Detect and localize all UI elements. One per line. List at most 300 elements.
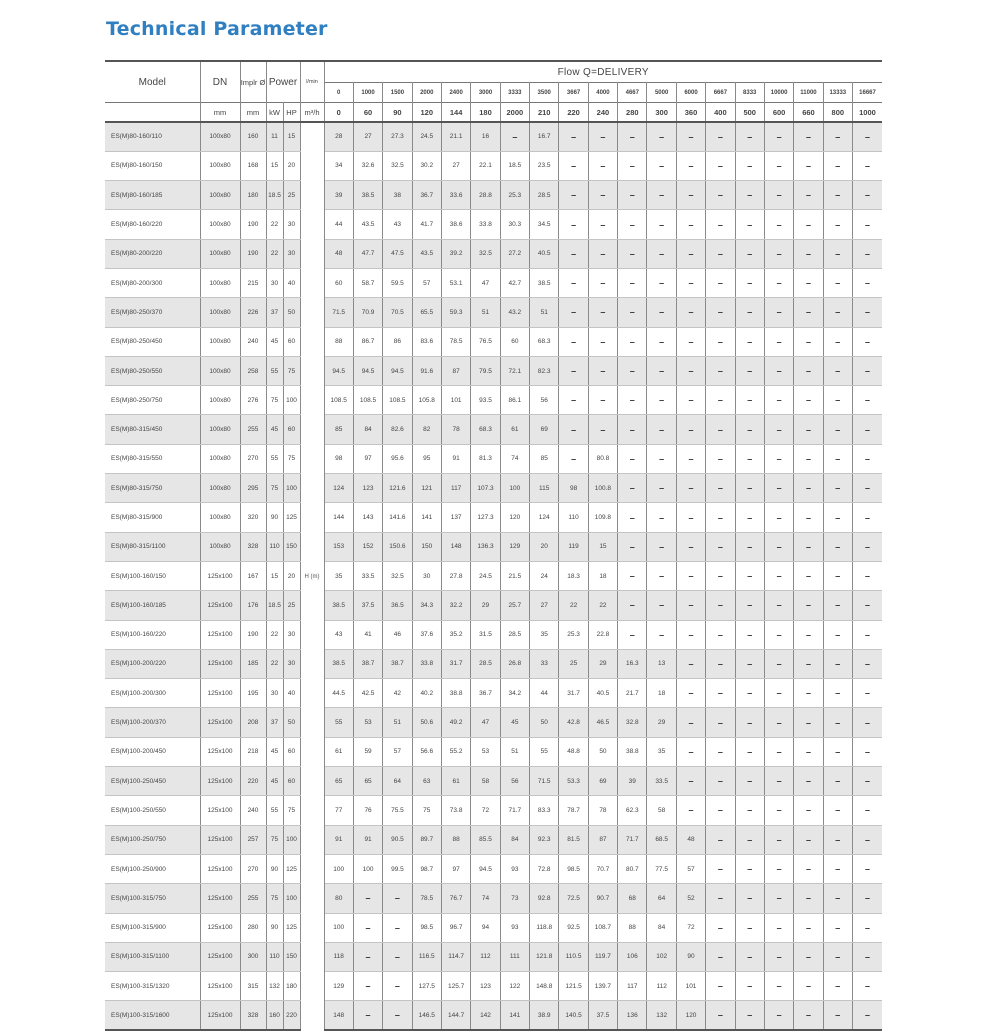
cell-head-value: 117: [618, 972, 647, 1001]
cell-head-value: –: [618, 561, 647, 590]
cell-head-value: 47.5: [383, 239, 412, 268]
cell-impeller: 315: [240, 972, 266, 1001]
cell-head-value: 100: [353, 854, 382, 883]
cell-head-value: 57: [676, 854, 705, 883]
header-flow-m3h: 120: [412, 103, 441, 123]
cell-head-value: –: [706, 796, 735, 825]
cell-head-value: –: [764, 181, 793, 210]
cell-head-value: –: [383, 972, 412, 1001]
cell-head-value: 16.3: [618, 649, 647, 678]
cell-head-value: –: [647, 444, 676, 473]
cell-head-value: 59: [353, 737, 382, 766]
cell-head-value: –: [794, 181, 823, 210]
cell-head-value: –: [706, 649, 735, 678]
cell-head-value: 45: [500, 708, 529, 737]
cell-head-value: 86.7: [353, 327, 382, 356]
cell-head-value: 140.5: [559, 1001, 588, 1030]
cell-impeller: 218: [240, 737, 266, 766]
cell-kw: 90: [266, 854, 283, 883]
cell-head-value: –: [823, 942, 852, 971]
header-flow-m3h: 240: [588, 103, 617, 123]
cell-head-value: 94.5: [324, 356, 353, 385]
cell-head-value: 111: [500, 942, 529, 971]
cell-head-value: –: [794, 825, 823, 854]
header-flow-m3h: 400: [706, 103, 735, 123]
cell-model: ES(M)80-160/220: [105, 210, 200, 239]
cell-head-value: 123: [353, 474, 382, 503]
cell-head-value: 75: [412, 796, 441, 825]
cell-head-value: 117: [441, 474, 470, 503]
cell-hp: 30: [283, 620, 300, 649]
cell-head-value: –: [647, 327, 676, 356]
cell-head-value: 61: [441, 767, 470, 796]
cell-head-value: 98.5: [559, 854, 588, 883]
cell-head-value: 58.7: [353, 268, 382, 297]
cell-head-value: 43: [383, 210, 412, 239]
cell-head-value: 42.7: [500, 268, 529, 297]
cell-head-value: –: [676, 767, 705, 796]
header-impeller-unit: mm: [240, 103, 266, 123]
cell-dn: 100x80: [200, 181, 240, 210]
cell-head-value: 77.5: [647, 854, 676, 883]
cell-head-value: –: [852, 356, 882, 385]
cell-head-value: 30: [412, 561, 441, 590]
table-row: [105, 239, 882, 268]
cell-head-value: 51: [500, 737, 529, 766]
cell-hp: 20: [283, 561, 300, 590]
cell-head-value: –: [852, 503, 882, 532]
cell-head-value: 119.7: [588, 942, 617, 971]
cell-model: ES(M)80-250/550: [105, 356, 200, 385]
cell-dn: 100x80: [200, 356, 240, 385]
cell-head-value: –: [559, 386, 588, 415]
cell-head-value: –: [706, 884, 735, 913]
cell-head-value: 76: [353, 796, 382, 825]
cell-hp: 125: [283, 854, 300, 883]
cell-head-value: 47: [471, 268, 500, 297]
cell-head-value: –: [764, 884, 793, 913]
cell-head-value: 48: [324, 239, 353, 268]
cell-head-value: –: [706, 767, 735, 796]
cell-dn: 100x80: [200, 239, 240, 268]
cell-head-value: 100: [324, 854, 353, 883]
cell-head-value: 44.5: [324, 679, 353, 708]
cell-head-value: –: [706, 737, 735, 766]
cell-head-value: –: [735, 649, 764, 678]
cell-head-value: –: [735, 884, 764, 913]
cell-head-value: 86: [383, 327, 412, 356]
cell-head-value: 47.7: [353, 239, 382, 268]
cell-hp: 20: [283, 151, 300, 180]
header-flow-lmin: 11000: [794, 83, 823, 103]
cell-kw: 22: [266, 620, 283, 649]
cell-head-value: 85: [324, 415, 353, 444]
cell-head-value: 82.6: [383, 415, 412, 444]
cell-head-value: –: [764, 444, 793, 473]
cell-head-value: –: [764, 649, 793, 678]
cell-head-value: 35: [530, 620, 559, 649]
cell-head-value: 88: [324, 327, 353, 356]
cell-head-value: 33: [530, 649, 559, 678]
cell-head-value: 37.5: [588, 1001, 617, 1030]
cell-head-value: –: [706, 854, 735, 883]
cell-head-value: 55.2: [441, 737, 470, 766]
cell-head-value: –: [764, 151, 793, 180]
cell-head-value: 51: [530, 298, 559, 327]
cell-head-value: 98.7: [412, 854, 441, 883]
cell-model: ES(M)100-250/450: [105, 767, 200, 796]
header-flow-lmin: 4000: [588, 83, 617, 103]
cell-head-value: 141.6: [383, 503, 412, 532]
cell-head-value: 71.7: [618, 825, 647, 854]
cell-head-value: 91: [324, 825, 353, 854]
cell-kw: 55: [266, 444, 283, 473]
cell-head-value: 31.7: [441, 649, 470, 678]
cell-head-value: 43: [324, 620, 353, 649]
cell-head-value: –: [852, 913, 882, 942]
cell-head-value: –: [618, 591, 647, 620]
cell-head-value: –: [852, 825, 882, 854]
cell-head-value: –: [764, 737, 793, 766]
cell-head-value: –: [823, 503, 852, 532]
cell-head-value: 32.5: [383, 561, 412, 590]
cell-head-value: 34.3: [412, 591, 441, 620]
table-row: [105, 210, 882, 239]
cell-head-value: –: [559, 181, 588, 210]
table-body: [105, 122, 882, 1030]
cell-dn: 100x80: [200, 268, 240, 297]
cell-dn: 100x80: [200, 386, 240, 415]
cell-head-value: 72.8: [530, 854, 559, 883]
cell-head-value: 78.5: [441, 327, 470, 356]
cell-head-value: 30.2: [412, 151, 441, 180]
cell-head-value: –: [823, 620, 852, 649]
cell-head-value: 56: [500, 767, 529, 796]
cell-head-value: –: [706, 532, 735, 561]
cell-model: ES(M)80-250/450: [105, 327, 200, 356]
cell-head-value: –: [676, 210, 705, 239]
cell-head-value: 109.8: [588, 503, 617, 532]
cell-head-value: –: [559, 415, 588, 444]
cell-head-value: 70.7: [588, 854, 617, 883]
cell-head-value: –: [618, 122, 647, 151]
cell-kw: 90: [266, 503, 283, 532]
cell-head-value: –: [852, 884, 882, 913]
cell-head-value: –: [559, 327, 588, 356]
cell-head-value: 52: [676, 884, 705, 913]
cell-head-value: 71.5: [530, 767, 559, 796]
cell-kw: 45: [266, 327, 283, 356]
cell-head-value: 51: [471, 298, 500, 327]
cell-head-value: –: [823, 649, 852, 678]
cell-head-value: –: [764, 327, 793, 356]
cell-impeller: 208: [240, 708, 266, 737]
cell-head-value: 48.8: [559, 737, 588, 766]
cell-head-value: –: [353, 884, 382, 913]
cell-head-value: 99.5: [383, 854, 412, 883]
cell-hp: 40: [283, 268, 300, 297]
cell-head-value: –: [383, 884, 412, 913]
cell-head-value: 28: [324, 122, 353, 151]
cell-head-value: –: [676, 561, 705, 590]
cell-head-value: –: [706, 972, 735, 1001]
cell-kw: 75: [266, 825, 283, 854]
cell-head-value: –: [852, 151, 882, 180]
cell-impeller: 180: [240, 181, 266, 210]
cell-head-value: 22.8: [588, 620, 617, 649]
cell-dn: 125x100: [200, 679, 240, 708]
cell-impeller: 190: [240, 620, 266, 649]
cell-dn: 125x100: [200, 620, 240, 649]
cell-head-value: –: [794, 737, 823, 766]
cell-model: ES(M)100-200/300: [105, 679, 200, 708]
cell-model: ES(M)100-315/900: [105, 913, 200, 942]
cell-head-value: –: [794, 884, 823, 913]
cell-head-value: –: [735, 415, 764, 444]
cell-head-value: 115: [530, 474, 559, 503]
cell-head-value: 72.1: [500, 356, 529, 385]
cell-head-value: –: [823, 532, 852, 561]
cell-head-value: 37.5: [353, 591, 382, 620]
cell-head-value: 72.5: [559, 884, 588, 913]
cell-head-value: –: [764, 474, 793, 503]
cell-head-value: –: [676, 298, 705, 327]
cell-head-value: 144: [324, 503, 353, 532]
cell-hp: 180: [283, 972, 300, 1001]
cell-dn: 125x100: [200, 1001, 240, 1030]
cell-head-value: 74: [471, 884, 500, 913]
cell-head-value: –: [852, 1001, 882, 1030]
table-row: [105, 503, 882, 532]
cell-head-value: –: [735, 474, 764, 503]
cell-hp: 40: [283, 679, 300, 708]
cell-head-value: –: [706, 151, 735, 180]
cell-head-value: 129: [500, 532, 529, 561]
cell-head-value: 123: [471, 972, 500, 1001]
cell-head-value: 25.3: [500, 181, 529, 210]
cell-head-value: 100: [324, 913, 353, 942]
cell-head-value: –: [618, 268, 647, 297]
cell-head-value: –: [764, 854, 793, 883]
cell-head-value: –: [823, 767, 852, 796]
cell-head-value: –: [676, 737, 705, 766]
cell-head-value: –: [764, 268, 793, 297]
cell-head-value: 55: [324, 708, 353, 737]
cell-hp: 220: [283, 1001, 300, 1030]
cell-head-value: 29: [647, 708, 676, 737]
cell-model: ES(M)100-200/220: [105, 649, 200, 678]
cell-head-value: 94.5: [383, 356, 412, 385]
cell-impeller: 167: [240, 561, 266, 590]
cell-head-value: –: [676, 122, 705, 151]
cell-kw: 22: [266, 239, 283, 268]
cell-head-value: –: [764, 825, 793, 854]
cell-head-value: 105.8: [412, 386, 441, 415]
cell-head-value: 15: [588, 532, 617, 561]
cell-head-value: 121.8: [530, 942, 559, 971]
cell-head-value: –: [764, 239, 793, 268]
cell-impeller: 270: [240, 854, 266, 883]
cell-head-value: –: [706, 181, 735, 210]
cell-head-value: 95.6: [383, 444, 412, 473]
header-kw: kW: [266, 103, 283, 123]
cell-head-value: –: [794, 210, 823, 239]
cell-kw: 45: [266, 737, 283, 766]
cell-head-value: 27.2: [500, 239, 529, 268]
cell-head-value: –: [823, 386, 852, 415]
cell-head-value: –: [764, 591, 793, 620]
cell-hp: 100: [283, 386, 300, 415]
cell-head-value: –: [706, 913, 735, 942]
cell-head-value: –: [735, 503, 764, 532]
header-flow-lmin: 6000: [676, 83, 705, 103]
cell-head-value: –: [794, 151, 823, 180]
cell-head-value: –: [735, 151, 764, 180]
cell-head-value: –: [852, 532, 882, 561]
cell-head-value: –: [618, 239, 647, 268]
table-row: [105, 386, 882, 415]
cell-head-value: 29: [588, 649, 617, 678]
cell-head-value: –: [618, 503, 647, 532]
cell-head-value: 76.5: [471, 327, 500, 356]
cell-head-value: 127.5: [412, 972, 441, 1001]
cell-head-value: –: [764, 532, 793, 561]
cell-head-value: –: [823, 561, 852, 590]
cell-head-value: –: [852, 591, 882, 620]
cell-kw: 90: [266, 913, 283, 942]
cell-head-value: 78: [588, 796, 617, 825]
cell-impeller: 328: [240, 532, 266, 561]
cell-head-value: 56: [530, 386, 559, 415]
cell-dn: 100x80: [200, 474, 240, 503]
cell-head-value: 40.2: [412, 679, 441, 708]
cell-kw: 37: [266, 708, 283, 737]
cell-impeller: 270: [240, 444, 266, 473]
cell-head-value: –: [559, 210, 588, 239]
cell-head-value: –: [706, 327, 735, 356]
cell-head-value: –: [852, 181, 882, 210]
cell-head-value: –: [647, 561, 676, 590]
table-row: [105, 268, 882, 297]
header-flow-lmin: 13333: [823, 83, 852, 103]
cell-kw: 30: [266, 268, 283, 297]
cell-head-value: –: [852, 386, 882, 415]
cell-impeller: 226: [240, 298, 266, 327]
cell-head-value: 148: [324, 1001, 353, 1030]
cell-head-value: 35: [647, 737, 676, 766]
cell-head-value: 98.5: [412, 913, 441, 942]
cell-head-value: –: [706, 591, 735, 620]
cell-head-value: –: [735, 913, 764, 942]
cell-head-value: –: [676, 503, 705, 532]
cell-head-value: 78.7: [559, 796, 588, 825]
cell-head-value: 47: [471, 708, 500, 737]
cell-impeller: 160: [240, 122, 266, 151]
cell-head-value: –: [706, 825, 735, 854]
cell-kw: 18.5: [266, 591, 283, 620]
cell-head-value: 44: [324, 210, 353, 239]
cell-head-value: 91: [441, 444, 470, 473]
cell-head-value: 38.5: [324, 591, 353, 620]
cell-head-value: 22: [559, 591, 588, 620]
cell-head-value: 74: [500, 444, 529, 473]
cell-head-value: 71.7: [500, 796, 529, 825]
cell-head-value: 26.8: [500, 649, 529, 678]
header-flow-m3h: 600: [764, 103, 793, 123]
cell-head-value: 43.5: [353, 210, 382, 239]
cell-head-value: –: [735, 356, 764, 385]
header-m3h-unit: m³/h: [300, 103, 324, 123]
cell-head-value: 38: [383, 181, 412, 210]
cell-head-value: 87: [588, 825, 617, 854]
cell-impeller: 185: [240, 649, 266, 678]
cell-impeller: 328: [240, 1001, 266, 1030]
cell-head-value: 39: [618, 767, 647, 796]
cell-head-value: 25.3: [559, 620, 588, 649]
cell-head-value: 94.5: [471, 854, 500, 883]
cell-head-value: –: [588, 122, 617, 151]
cell-head-value: –: [706, 708, 735, 737]
cell-head-value: 102: [647, 942, 676, 971]
cell-head-value: –: [647, 151, 676, 180]
cell-head-value: 94: [471, 913, 500, 942]
cell-dn: 100x80: [200, 298, 240, 327]
cell-head-value: 82.3: [530, 356, 559, 385]
cell-impeller: 195: [240, 679, 266, 708]
cell-head-value: 142: [471, 1001, 500, 1030]
cell-kw: 75: [266, 474, 283, 503]
cell-head-value: 150.6: [383, 532, 412, 561]
cell-head-value: –: [706, 474, 735, 503]
cell-head-value: –: [764, 620, 793, 649]
cell-head-value: 58: [471, 767, 500, 796]
cell-head-value: –: [676, 386, 705, 415]
cell-head-value: 90.7: [588, 884, 617, 913]
cell-head-value: 144.7: [441, 1001, 470, 1030]
cell-head-value: –: [559, 268, 588, 297]
cell-model: ES(M)100-250/900: [105, 854, 200, 883]
cell-head-value: –: [647, 122, 676, 151]
cell-head-value: –: [647, 298, 676, 327]
cell-head-value: 24.5: [412, 122, 441, 151]
cell-impeller: 320: [240, 503, 266, 532]
cell-head-value: –: [823, 737, 852, 766]
cell-impeller: 215: [240, 268, 266, 297]
cell-head-value: 18.5: [500, 151, 529, 180]
cell-head-value: 42: [383, 679, 412, 708]
cell-dn: 125x100: [200, 708, 240, 737]
cell-head-value: 107.3: [471, 474, 500, 503]
cell-head-value: –: [764, 1001, 793, 1030]
cell-head-value: 106: [618, 942, 647, 971]
cell-model: ES(M)80-315/550: [105, 444, 200, 473]
cell-head-value: –: [764, 796, 793, 825]
cell-head-value: –: [823, 356, 852, 385]
cell-kw: 22: [266, 210, 283, 239]
cell-head-value: –: [559, 122, 588, 151]
cell-hp: 60: [283, 415, 300, 444]
cell-impeller: 190: [240, 210, 266, 239]
cell-head-value: 100: [500, 474, 529, 503]
cell-head-value: –: [676, 649, 705, 678]
cell-kw: 45: [266, 415, 283, 444]
cell-head-value: 29: [471, 591, 500, 620]
table-row: [105, 942, 882, 971]
cell-head-value: –: [852, 327, 882, 356]
cell-head-value: –: [706, 356, 735, 385]
cell-head-value: –: [706, 386, 735, 415]
header-lmin-unit: l/min: [300, 61, 324, 103]
